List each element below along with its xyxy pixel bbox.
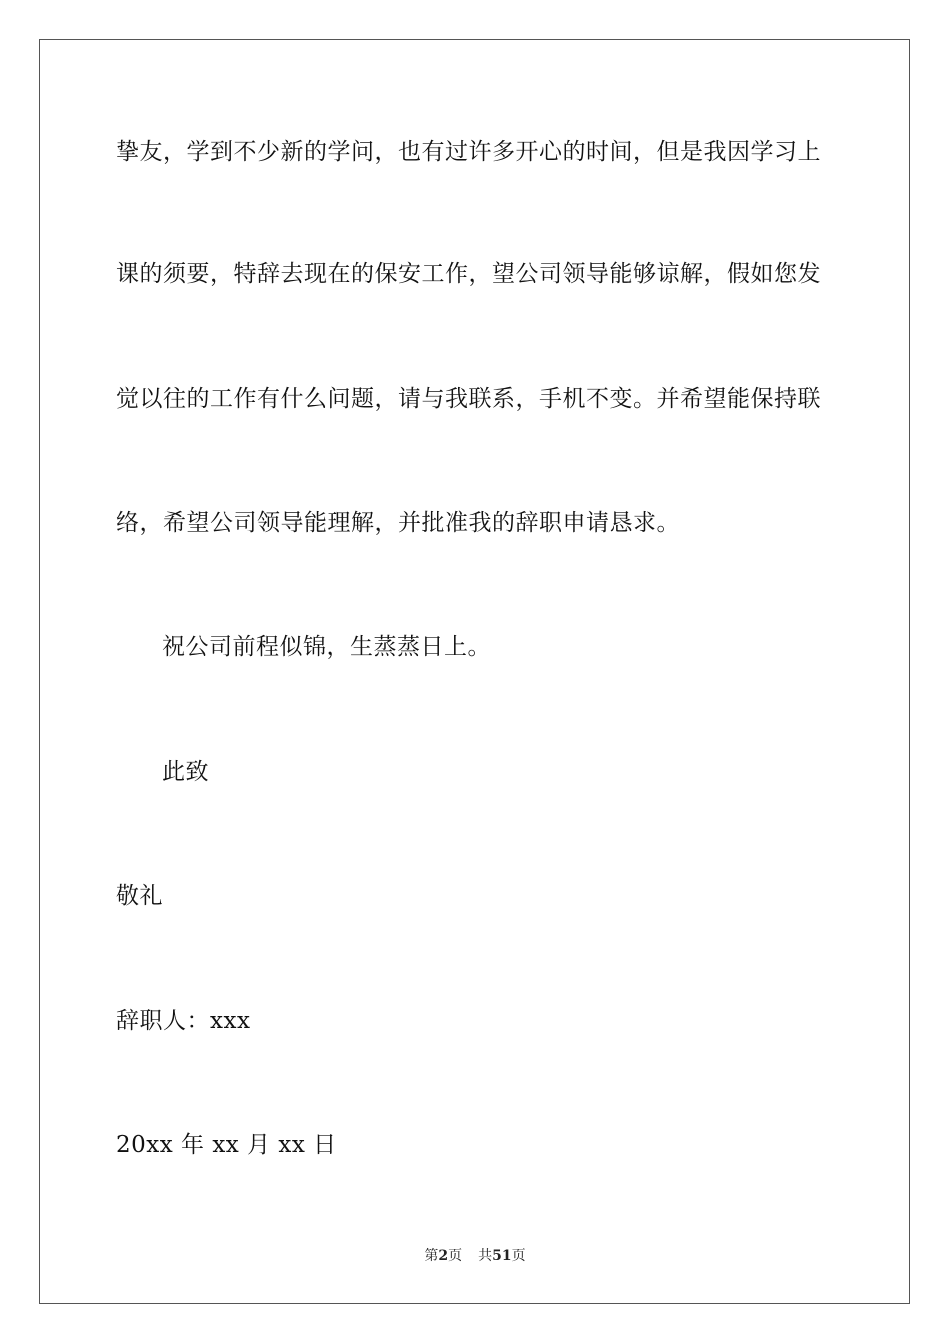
footer-page-suffix: 页 xyxy=(448,1248,463,1264)
body-line-1: 挚友，学到不少新的学问，也有过许多开心的时间，但是我因学习上 xyxy=(116,139,821,165)
body-line-3: 觉以往的工作有什么问题，请与我联系，手机不变。并希望能保持联 xyxy=(116,386,821,412)
page-border xyxy=(39,39,910,1304)
date-line: 20xx 年 xx 月 xx 日 xyxy=(116,1132,337,1158)
page-footer xyxy=(0,1246,950,1266)
footer-total-number: 51 xyxy=(492,1248,512,1264)
closing-line: 此致 xyxy=(162,759,209,785)
wish-line: 祝公司前程似锦，生蒸蒸日上。 xyxy=(162,634,491,660)
footer-page-number: 2 xyxy=(438,1248,449,1264)
body-line-4: 络，希望公司领导能理解，并批准我的辞职申请恳求。 xyxy=(116,510,680,536)
footer-page-prefix: 第 xyxy=(424,1248,439,1264)
footer-total-suffix: 页 xyxy=(511,1248,526,1264)
signature-line: 辞职人：xxx xyxy=(116,1008,251,1034)
salute-line: 敬礼 xyxy=(116,883,163,909)
footer-total-prefix: 共 xyxy=(478,1248,493,1264)
body-line-2: 课的须要，特辞去现在的保安工作，望公司领导能够谅解，假如您发 xyxy=(116,261,821,287)
